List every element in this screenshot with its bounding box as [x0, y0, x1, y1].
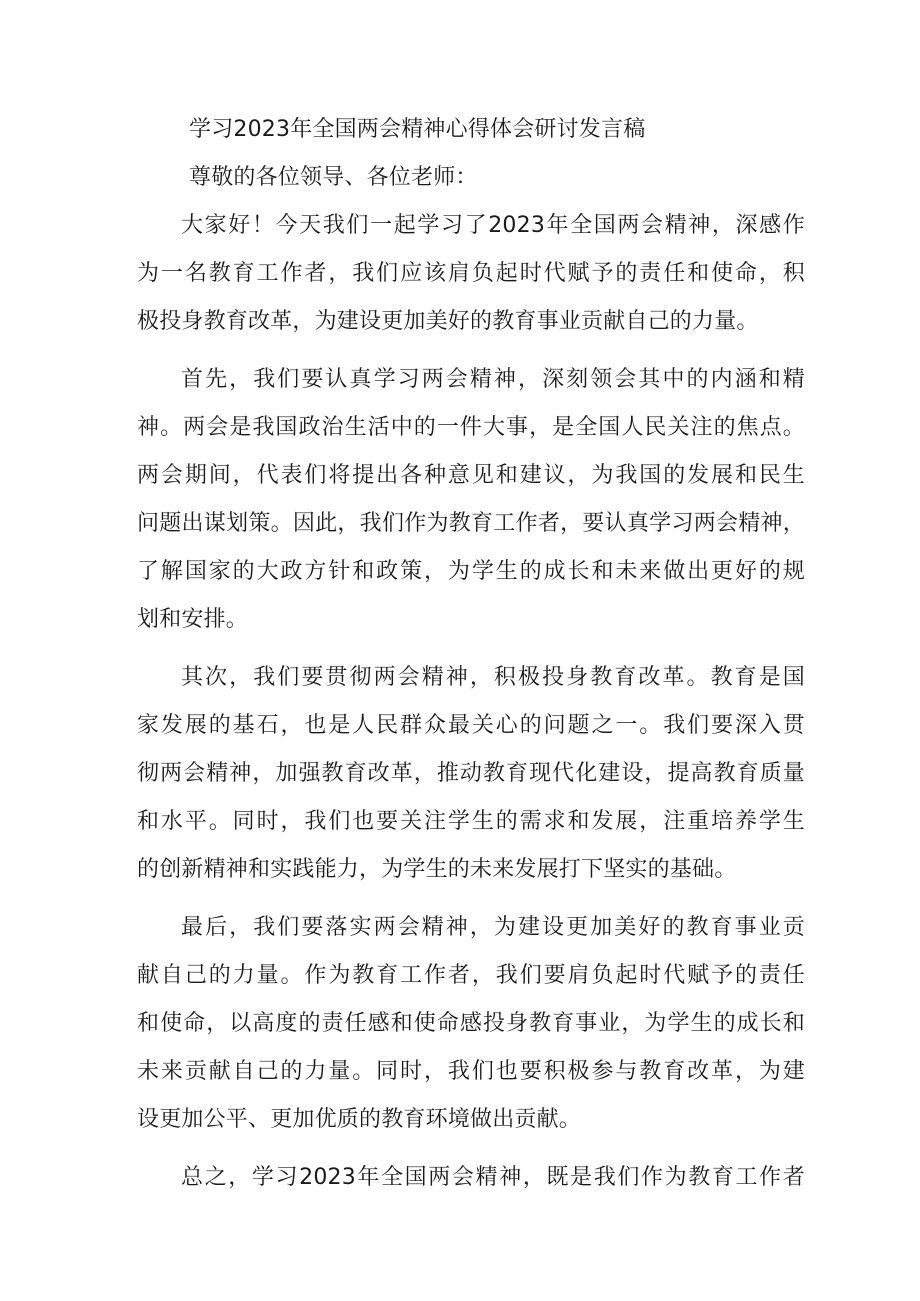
paragraph-line: 问题出谋划策。因此，我们作为教育工作者，要认真学习两会精神，: [137, 511, 805, 536]
salutation: 尊敬的各位领导、各位老师：: [189, 165, 478, 190]
paragraph-line: 献自己的力量。作为教育工作者，我们要肩负起时代赋予的责任: [137, 963, 805, 988]
paragraph-line: 极投身教育改革，为建设更加美好的教育事业贡献自己的力量。: [137, 309, 759, 334]
paragraph-line: 的创新精神和实践能力，为学生的未来发展打下坚实的基础。: [137, 857, 737, 882]
paragraph-1: [137, 202, 805, 346]
paragraph-line: 为一名教育工作者，我们应该肩负起时代赋予的责任和使命，积: [137, 261, 805, 286]
paragraph-line: 设更加公平、更加优质的教育环境做出贡献。: [137, 1107, 582, 1132]
paragraph-line: 最后，我们要落实两会精神，为建设更加美好的教育事业贡: [181, 915, 805, 940]
paragraph-line: 了解国家的大政方针和政策，为学生的成长和未来做出更好的规: [137, 559, 805, 584]
paragraph-line: 未来贡献自己的力量。同时，我们也要积极参与教育改革，为建: [137, 1059, 805, 1084]
paragraph-line: 两会期间，代表们将提出各种意见和建议，为我国的发展和民生: [137, 463, 805, 488]
paragraph-5: [137, 1154, 805, 1202]
paragraph-line: 和使命，以高度的责任感和使命感投身教育事业，为学生的成长和: [137, 1011, 805, 1036]
paragraph-line: 大家好！今天我们一起学习了2023年全国两会精神，深感作: [181, 213, 805, 238]
paragraph-line: 首先，我们要认真学习两会精神，深刻领会其中的内涵和精: [181, 367, 805, 392]
paragraph-line: 彻两会精神，加强教育改革，推动教育现代化建设，提高教育质量: [137, 761, 805, 786]
paragraph-line: 其次，我们要贯彻两会精神，积极投身教育改革。教育是国: [181, 665, 805, 690]
paragraph-line: 和水平。同时，我们也要关注学生的需求和发展，注重培养学生: [137, 809, 805, 834]
document-body: [137, 106, 805, 1202]
paragraph-line: 神。两会是我国政治生活中的一件大事，是全国人民关注的焦点。: [137, 415, 805, 440]
paragraph-line: 划和安排。: [137, 607, 249, 632]
paragraph-2: [137, 356, 805, 644]
paragraph-line: 总之，学习2023年全国两会精神，既是我们作为教育工作者: [181, 1165, 805, 1190]
paragraph-3: [137, 654, 805, 894]
document-title: 学习2023年全国两会精神心得体会研讨发言稿: [189, 117, 646, 142]
paragraph-4: [137, 904, 805, 1144]
paragraph-line: 家发展的基石，也是人民群众最关心的问题之一。我们要深入贯: [137, 713, 805, 738]
